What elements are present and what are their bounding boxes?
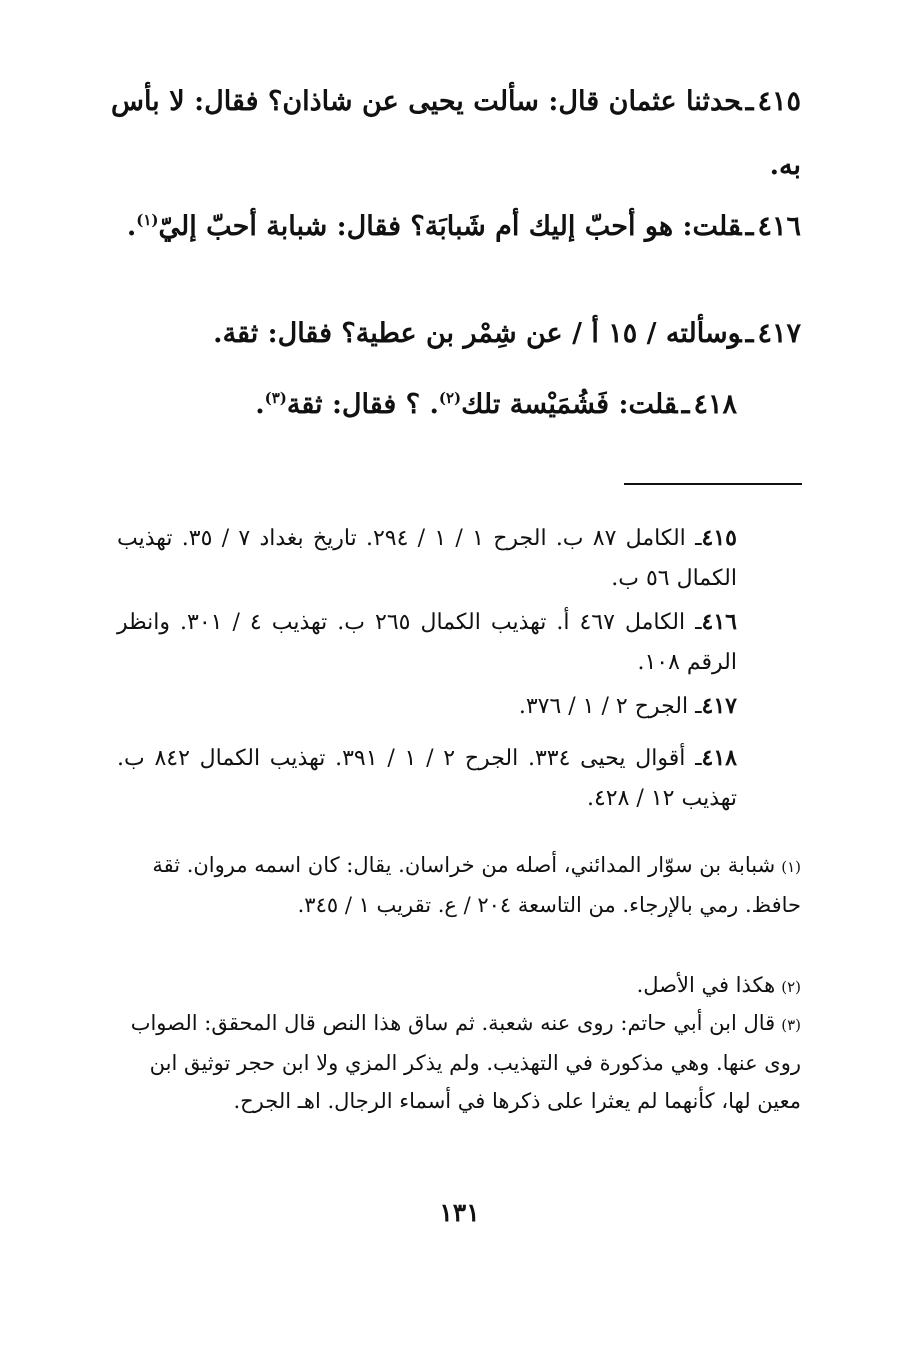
entry-417: ٤١٧ـوسألته / ١٥ أ / عن شِمْر بن عطية؟ فقال: ثقة.: [213, 318, 801, 349]
footnote-1: [111, 846, 801, 924]
entry-text: وسألته / ١٥ أ / عن شِمْر بن عطية؟ فقال: ثقة.: [213, 318, 742, 349]
entry-number: ٤١٥: [757, 86, 801, 117]
entry-number: ٤١٨: [693, 389, 737, 420]
entry-text: قلت: فَشُمَيْسة تلك: [461, 389, 678, 420]
entry-number: ٤١٧: [757, 318, 801, 349]
reference-417: ٤١٧ـ الجرح ٢ / ١ / ٣٧٦.: [518, 693, 737, 719]
reference-number: ٤١٧: [701, 693, 737, 719]
footnote-marker[interactable]: (١): [136, 211, 159, 229]
reference-number: ٤١٦: [701, 609, 737, 635]
reference-text: أقوال يحيى ٣٣٤. الجرح ٢ / ١ / ٣٩١. تهذيب الكمال ٨٤٢ ب. تهذيب ١٢ / ٤٢٨.: [117, 746, 737, 811]
footnote-3: [111, 1004, 801, 1120]
footnote-mark: (٣): [781, 1016, 801, 1034]
footnote-text: هكذا في الأصل.: [636, 973, 776, 997]
reference-418: ٤١٨ـ أقوال يحيى ٣٣٤. الجرح ٢ / ١ / ٣٩١. تهذيب الكمال ٨٤٢ ب. تهذيب ١٢ / ٤٢٨.: [117, 745, 737, 811]
entry-415: ٤١٥ـحدثنا عثمان قال: سألت يحيى عن شاذان؟ فقال: لا بأس به.: [111, 86, 801, 181]
reference-416: ٤١٦ـ الكامل ٤٦٧ أ. تهذيب الكمال ٢٦٥ ب. تهذيب ٤ / ٣٠١. وانظر الرقم ١٠٨.: [117, 609, 737, 675]
reference-text: الكامل ٨٧ ب. الجرح ١ / ١ / ٢٩٤. تاريخ بغداد ٧ / ٣٥. تهذيب الكمال ٥٦ ب.: [117, 526, 737, 591]
reference-number: ٤١٨: [701, 745, 737, 771]
footnote-text: شبابة بن سوّار المدائني، أصله من خراسان. يقال: كان اسمه مروان. ثقة حافظ. رمي بالإرجاء. من التاسعة ٢٠٤ / ع. تقريب ١ / ٣٤٥.: [152, 853, 801, 917]
footnote-2: [111, 966, 801, 1006]
footnote-marker[interactable]: (٣): [264, 389, 287, 407]
entry-416: ٤١٦ـقلت: هو أحبّ إليك أم شَبابَة؟ فقال: شبابة أحبّ إليّ$^{(١)}$.: [126, 211, 801, 242]
reference-415: ٤١٥ـ الكامل ٨٧ ب. الجرح ١ / ١ / ٢٩٤. تاريخ بغداد ٧ / ٣٥. تهذيب الكمال ٥٦ ب.: [117, 525, 737, 591]
footnote-text: قال ابن أبي حاتم: روى عنه شعبة. ثم ساق هذا النص قال المحقق: الصواب روى عنها. وهي مذكورة في التهذيب. ولم يذكر المزي ولا ابن حجر توثيق ابن معين لها، كأنهما لم يعثرا على ذكرها في أسماء الرجال. اهـ الجرح.: [130, 1011, 801, 1113]
reference-number: ٤١٥: [701, 525, 737, 551]
entry-number: ٤١٦: [757, 211, 801, 242]
separator-rule: [624, 483, 802, 485]
entry-text: قلت: هو أحبّ إليك أم شَبابَة؟ فقال: شبابة أحبّ إليّ: [158, 211, 742, 242]
page-number: ١٣١: [439, 1198, 480, 1227]
reference-text: الكامل ٤٦٧ أ. تهذيب الكمال ٢٦٥ ب. تهذيب ٤ / ٣٠١. وانظر الرقم ١٠٨.: [117, 610, 737, 675]
entry-418: ٤١٨ـقلت: فَشُمَيْسة تلك$^{(٢)}$. ؟ فقال: ثقة$^{(٣)}$.: [255, 389, 737, 420]
entry-text: حدثنا عثمان قال: سألت يحيى عن شاذان؟ فقال: لا بأس به.: [111, 86, 801, 181]
footnote-mark: (١): [781, 858, 801, 876]
footnote-mark: (٢): [781, 978, 801, 996]
reference-text: الجرح ٢ / ١ / ٣٧٦.: [518, 694, 689, 719]
footnote-marker[interactable]: (٢): [438, 389, 462, 407]
